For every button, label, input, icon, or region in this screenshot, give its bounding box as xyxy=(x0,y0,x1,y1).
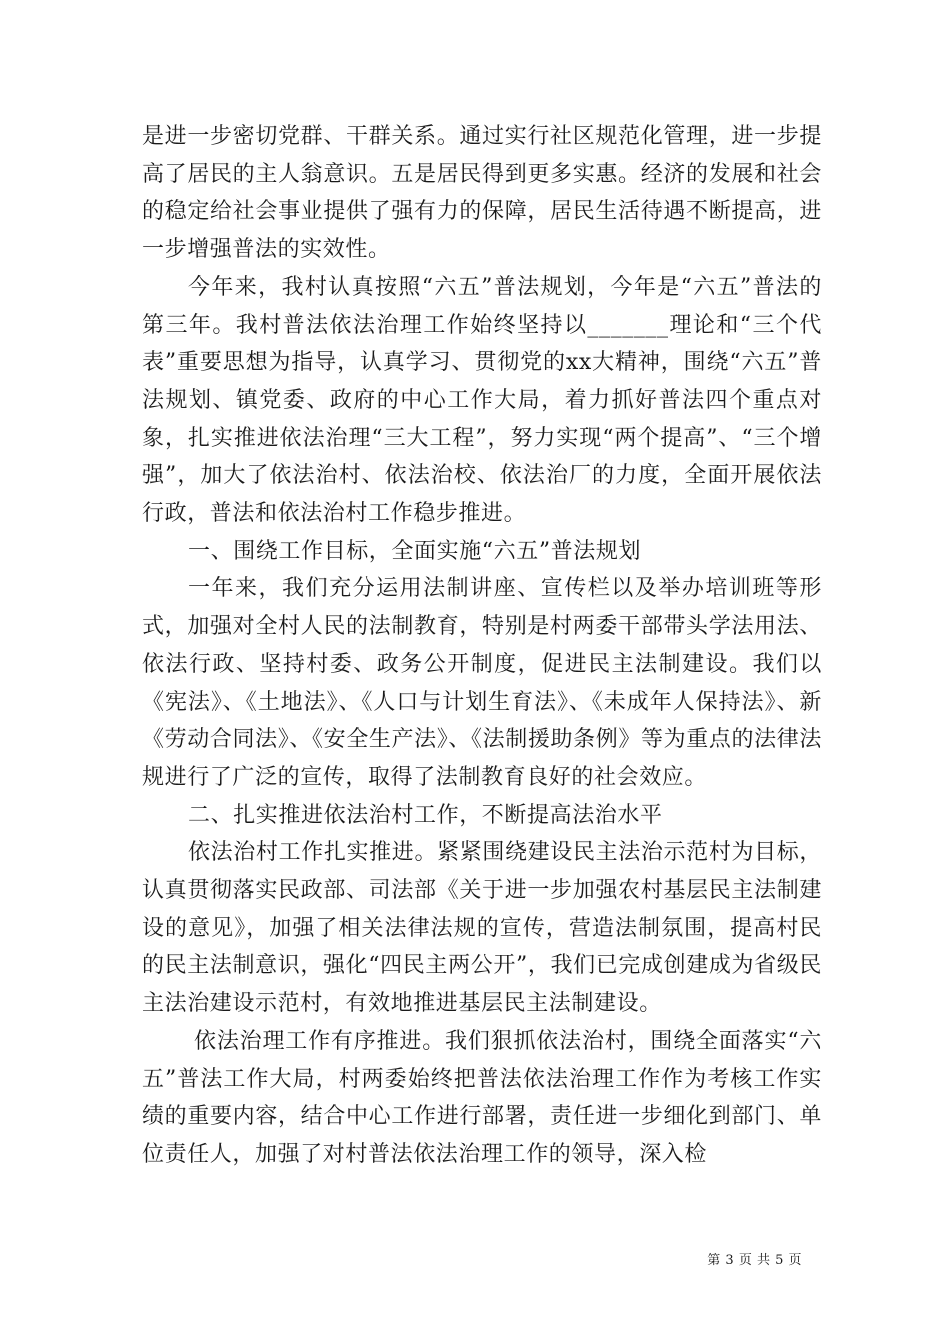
document-body xyxy=(142,118,822,1174)
section-heading-2: 二、扎实推进依法治村工作，不断提高法治水平 xyxy=(188,802,663,828)
paragraph-continuation: 是进一步密切党群、干群关系。通过实行社区规范化管理，进一步提高了居民的主人翁意识。五是居民得到更多实惠。经济的发展和社会的稳定给社会事业提供了强有力的保障，居民生活待遇不断提高，进一步增强普法的实效性。 xyxy=(142,124,822,263)
paragraph-village-governance: 依法治村工作扎实推进。紧紧围绕建设民主法治示范村为目标，认真贯彻落实民政部、司法部《关于进一步加强农村基层民主法制建设的意见》，加强了相关法律法规的宣传，营造法制氛围，提高村民的民主法制意识，强化“四民主两公开”，我们已完成创建成为省级民主法治建设示范村，有效地推进基层民主法制建设。 xyxy=(142,840,822,1017)
paragraph-legal-education: 一年来，我们充分运用法制讲座、宣传栏以及举办培训班等形式，加强对全村人民的法制教育，特别是村两委干部带头学法用法、依法行政、坚持村委、政务公开制度，促进民主法制建设。我们以《宪法》、《土地法》、《人口与计划生育法》、《未成年人保持法》、新《劳动合同法》、《安全生产法》、《法制援助条例》等为重点的法律法规进行了广泛的宣传，取得了法制教育良好的社会效应。 xyxy=(142,576,822,790)
paragraph-orderly-governance: 依法治理工作有序推进。我们狠抓依法治村，围绕全面落实“六五”普法工作大局，村两委始终把普法依法治理工作作为考核工作实绩的重要内容，结合中心工作进行部署，责任进一步细化到部门、单位责任人，加强了对村普法依法治理工作的领导，深入检 xyxy=(142,1028,822,1167)
page-number: 第 3 页 共 5 页 xyxy=(707,1253,802,1268)
section-heading-1: 一、围绕工作目标，全面实施“六五”普法规划 xyxy=(188,538,642,564)
paragraph-intro: 今年来，我村认真按照“六五”普法规划，今年是“六五”普法的第三年。我村普法依法治理工作始终坚持以_______理论和“三个代表”重要思想为指导，认真学习、贯彻党的xx大精神，围绕“六五”普法规划、镇党委、政府的中心工作大局，着力抓好普法四个重点对象，扎实推进依法治理“三大工程”，努力实现“两个提高”、“三个增强”，加大了依法治村、依法治校、依法治厂的力度，全面开展依法行政，普法和依法治村工作稳步推进。 xyxy=(142,274,822,527)
